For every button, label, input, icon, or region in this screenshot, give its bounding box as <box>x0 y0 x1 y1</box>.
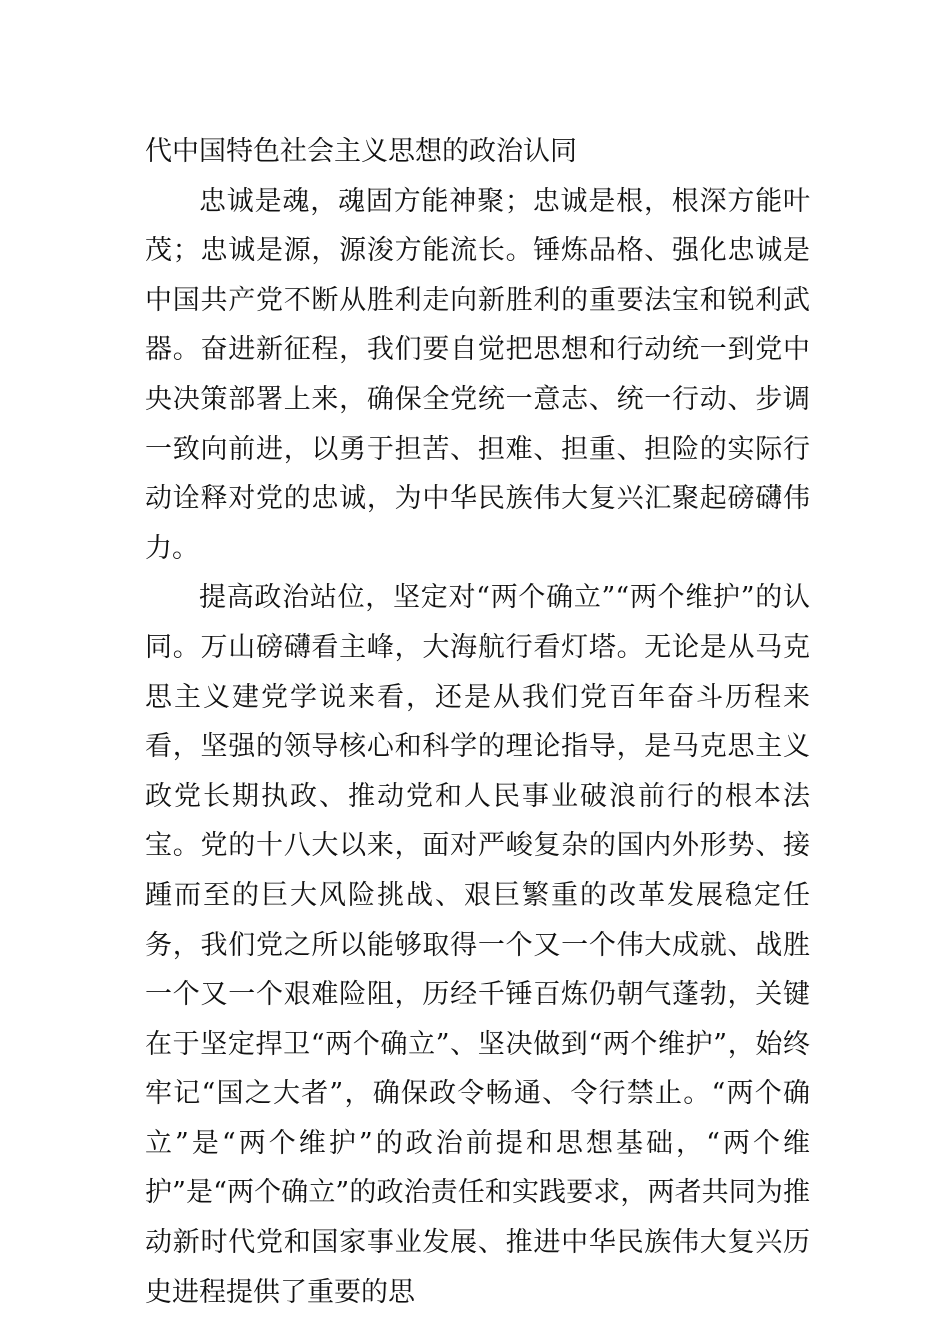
document-body <box>145 127 810 1317</box>
paragraph-political-stance: 提高政治站位，坚定对“两个确立”“两个维护”的认同。万山磅礴看主峰，大海航行看灯塔。无论是从马克思主义建党学说来看，还是从我们党百年奋斗历程来看，坚强的领导核心和科学的理论指导，是马克思主义政党长期执政、推动党和人民事业破浪前行的根本法宝。党的十八大以来，面对严峻复杂的国内外形势、接踵而至的巨大风险挑战、艰巨繁重的改革发展稳定任务，我们党之所以能够取得一个又一个伟大成就、战胜一个又一个艰难险阻，历经千锤百炼仍朝气蓬勃，关键在于坚定捍卫“两个确立”、坚决做到“两个维护”，始终牢记“国之大者”，确保政令畅通、令行禁止。“两个确立”是“两个维护”的政治前提和思想基础，“两个维护”是“两个确立”的政治责任和实践要求，两者共同为推动新时代党和国家事业发展、推进中华民族伟大复兴历史进程提供了重要的思 <box>145 582 810 1308</box>
paragraph-continuation: 代中国特色社会主义思想的政治认同 <box>145 136 577 167</box>
paragraph-loyalty: 忠诚是魂，魂固方能神聚；忠诚是根，根深方能叶茂；忠诚是源，源浚方能流长。锤炼品格、强化忠诚是中国共产党不断从胜利走向新胜利的重要法宝和锐利武器。奋进新征程，我们要自觉把思想和行动统一到党中央决策部署上来，确保全党统一意志、统一行动、步调一致向前进，以勇于担苦、担难、担重、担险的实际行动诠释对党的忠诚，为中华民族伟大复兴汇聚起磅礴伟力。 <box>145 185 810 564</box>
